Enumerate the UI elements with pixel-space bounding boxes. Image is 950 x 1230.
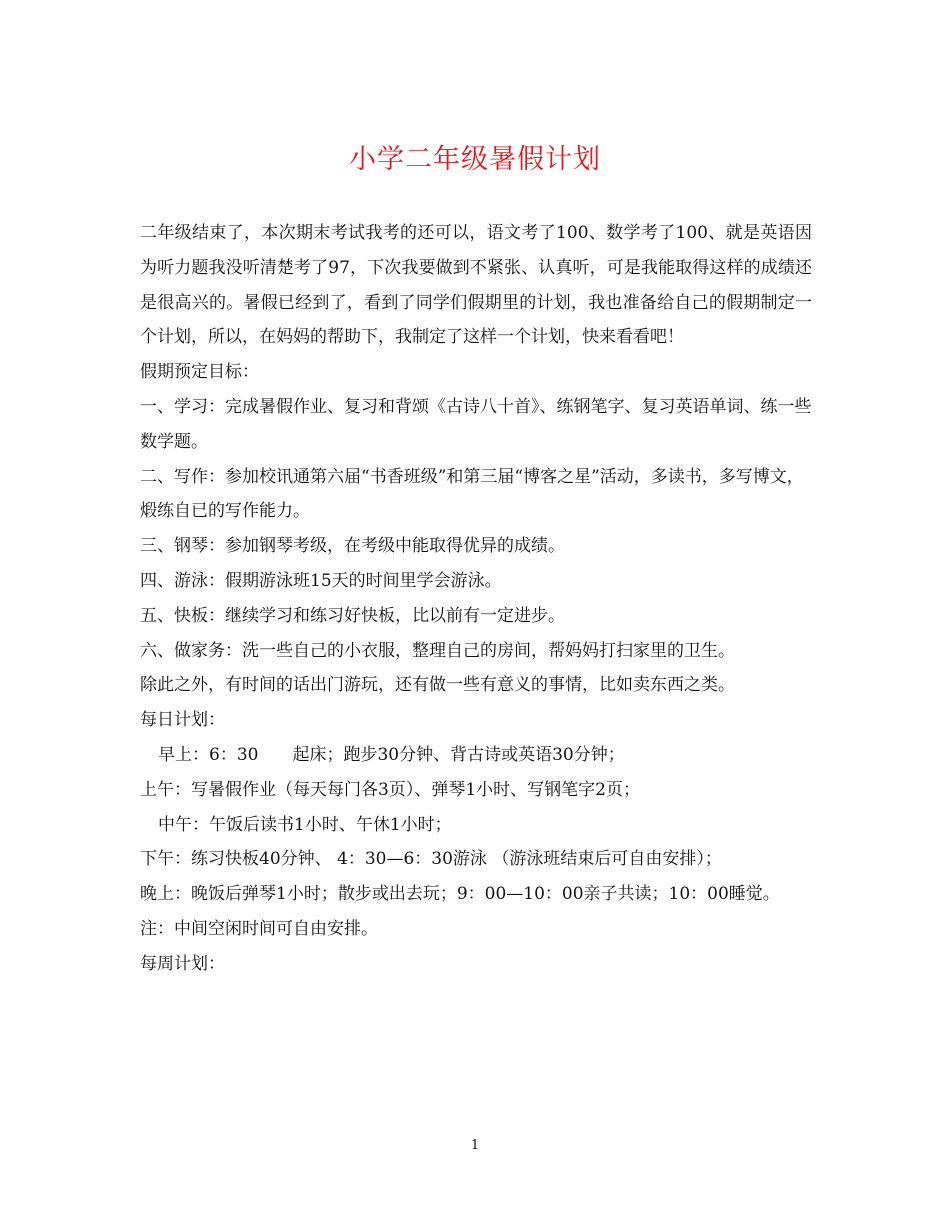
intro-paragraph: 二年级结束了，本次期末考试我考的还可以，语文考了100、数学考了100、就是英语因为听力题我没听清楚考了97，下次我要做到不紧张、认真听，可是我能取得这样的成绩还是很高兴的。暑假已经到了，看到了同学们假期里的计划，我也准备给自己的假期制定一个计划，所以，在妈妈的帮助下，我制定了这样一个计划，快来看看吧！ [140,223,812,348]
daily-morning: 上午：写暑假作业（每天每门各3页）、弹琴1小时、写钢笔字2页； [140,779,640,800]
extra-paragraph: 除此之外，有时间的话出门游玩，还有做一些有意义的事情，比如卖东西之类。 [140,675,735,696]
goal-item-kuaiban: 五、快板：继续学习和练习好快板，比以前有一定进步。 [140,605,565,626]
goal-item-writing: 二、写作：参加校讯通第六届“书香班级”和第三届“博客之星”活动，多读书，多写博文，煅练自已的写作能力。 [140,466,804,522]
page-number: 1 [470,1138,480,1153]
goal-item-piano: 三、钢琴：参加钢琴考级，在考级中能取得优异的成绩。 [140,536,565,557]
goals-heading: 假期预定目标： [140,362,259,383]
note-line: 注：中间空闲时间可自由安排。 [140,918,378,939]
daily-noon: 中午：午饭后读书1小时、午休1小时； [158,814,452,835]
daily-early-morning: 早上：6：30 起床；跑步30分钟、背古诗或英语30分钟； [158,744,625,765]
goal-item-swimming: 四、游泳：假期游泳班15天的时间里学会游泳。 [140,570,502,591]
document-body [140,216,812,982]
daily-heading: 每日计划： [140,710,225,731]
daily-evening: 晚上：晚饭后弹琴1小时；散步或出去玩；9：00—10：00亲子共读；10：00睡觉。 [140,884,780,905]
goal-item-study: 一、学习：完成暑假作业、复习和背颂《古诗八十首》、练钢笔字、复习英语单词、练一些数学题。 [140,396,812,452]
weekly-heading: 每周计划： [140,953,225,974]
goal-item-chores: 六、做家务：洗一些自己的小衣服，整理自己的房间，帮妈妈打扫家里的卫生。 [140,640,735,661]
document-title: 小学二年级暑假计划 [349,144,601,175]
daily-afternoon: 下午：练习快板40分钟、 4：30—6：30游泳 （游泳班结束后可自由安排）； [140,849,722,870]
